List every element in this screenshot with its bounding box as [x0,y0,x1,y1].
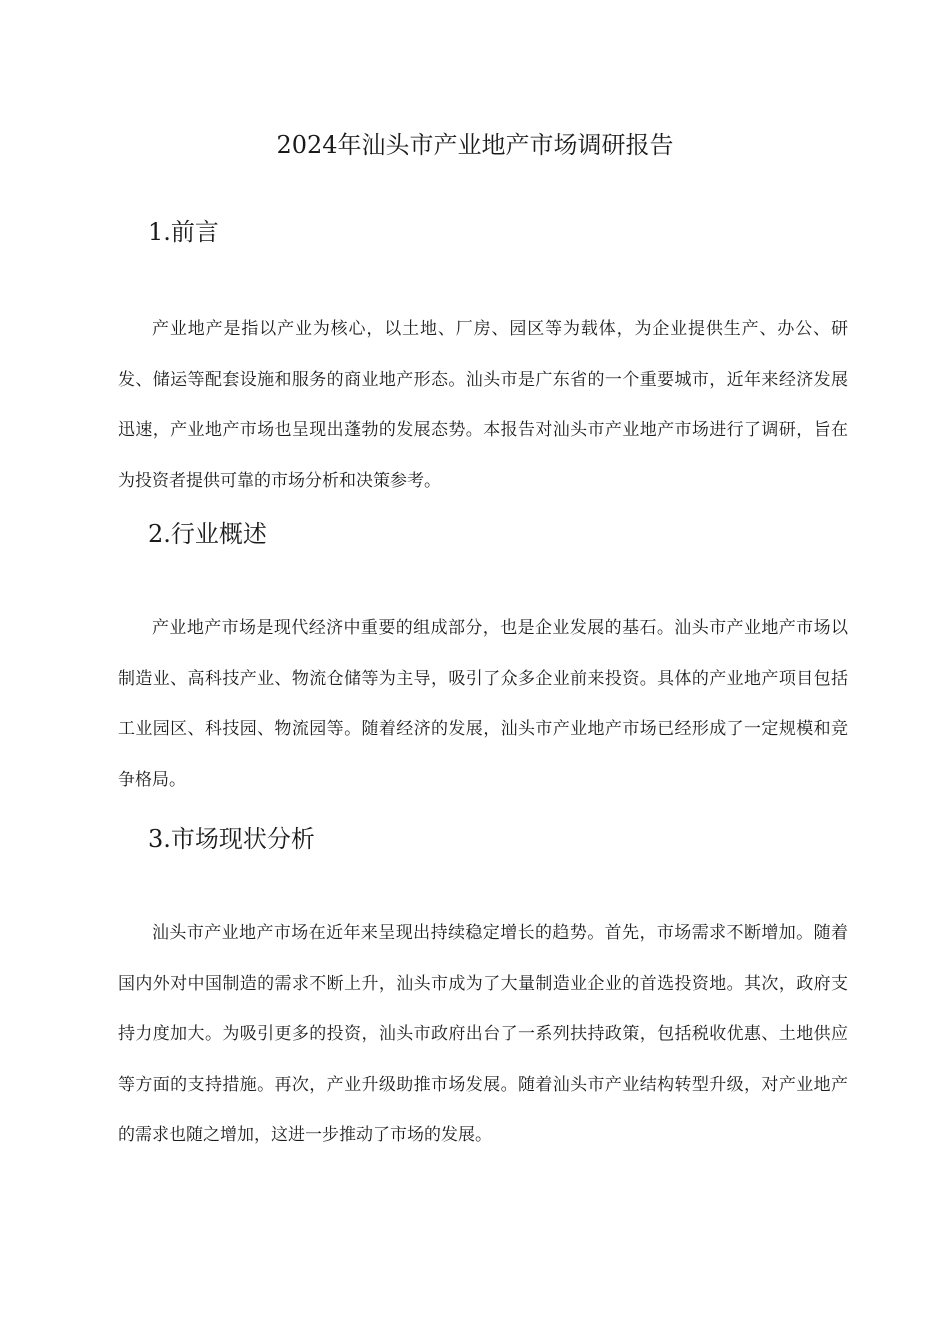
section-industry-overview [118,517,848,805]
section-heading: 2.行业概述 [148,520,267,548]
section-paragraph: 产业地产是指以产业为核心，以土地、厂房、园区等为载体，为企业提供生产、办公、研发、储运等配套设施和服务的商业地产形态。汕头市是广东省的一个重要城市，近年来经济发展迅速，产业地产市场也呈现出蓬勃的发展态势。本报告对汕头市产业地产市场进行了调研，旨在为投资者提供可靠的市场分析和决策参考。 [118,319,848,491]
section-market-status [118,822,848,1161]
section-paragraph: 汕头市产业地产市场在近年来呈现出持续稳定增长的趋势。首先，市场需求不断增加。随着国内外对中国制造的需求不断上升，汕头市成为了大量制造业企业的首选投资地。其次，政府支持力度加大。为吸引更多的投资，汕头市政府出台了一系列扶持政策，包括税收优惠、土地供应等方面的支持措施。再次，产业升级助推市场发展。随着汕头市产业结构转型升级，对产业地产的需求也随之增加，这进一步推动了市场的发展。 [118,923,848,1145]
document-title: 2024年汕头市产业地产市场调研报告 [276,131,674,159]
section-heading: 1.前言 [148,218,219,246]
section-heading: 3.市场现状分析 [148,825,315,853]
section-foreword [118,215,848,506]
section-paragraph: 产业地产市场是现代经济中重要的组成部分，也是企业发展的基石。汕头市产业地产市场以制造业、高科技产业、物流仓储等为主导，吸引了众多企业前来投资。具体的产业地产项目包括工业园区、科技园、物流园等。随着经济的发展，汕头市产业地产市场已经形成了一定规模和竞争格局。 [118,618,848,790]
